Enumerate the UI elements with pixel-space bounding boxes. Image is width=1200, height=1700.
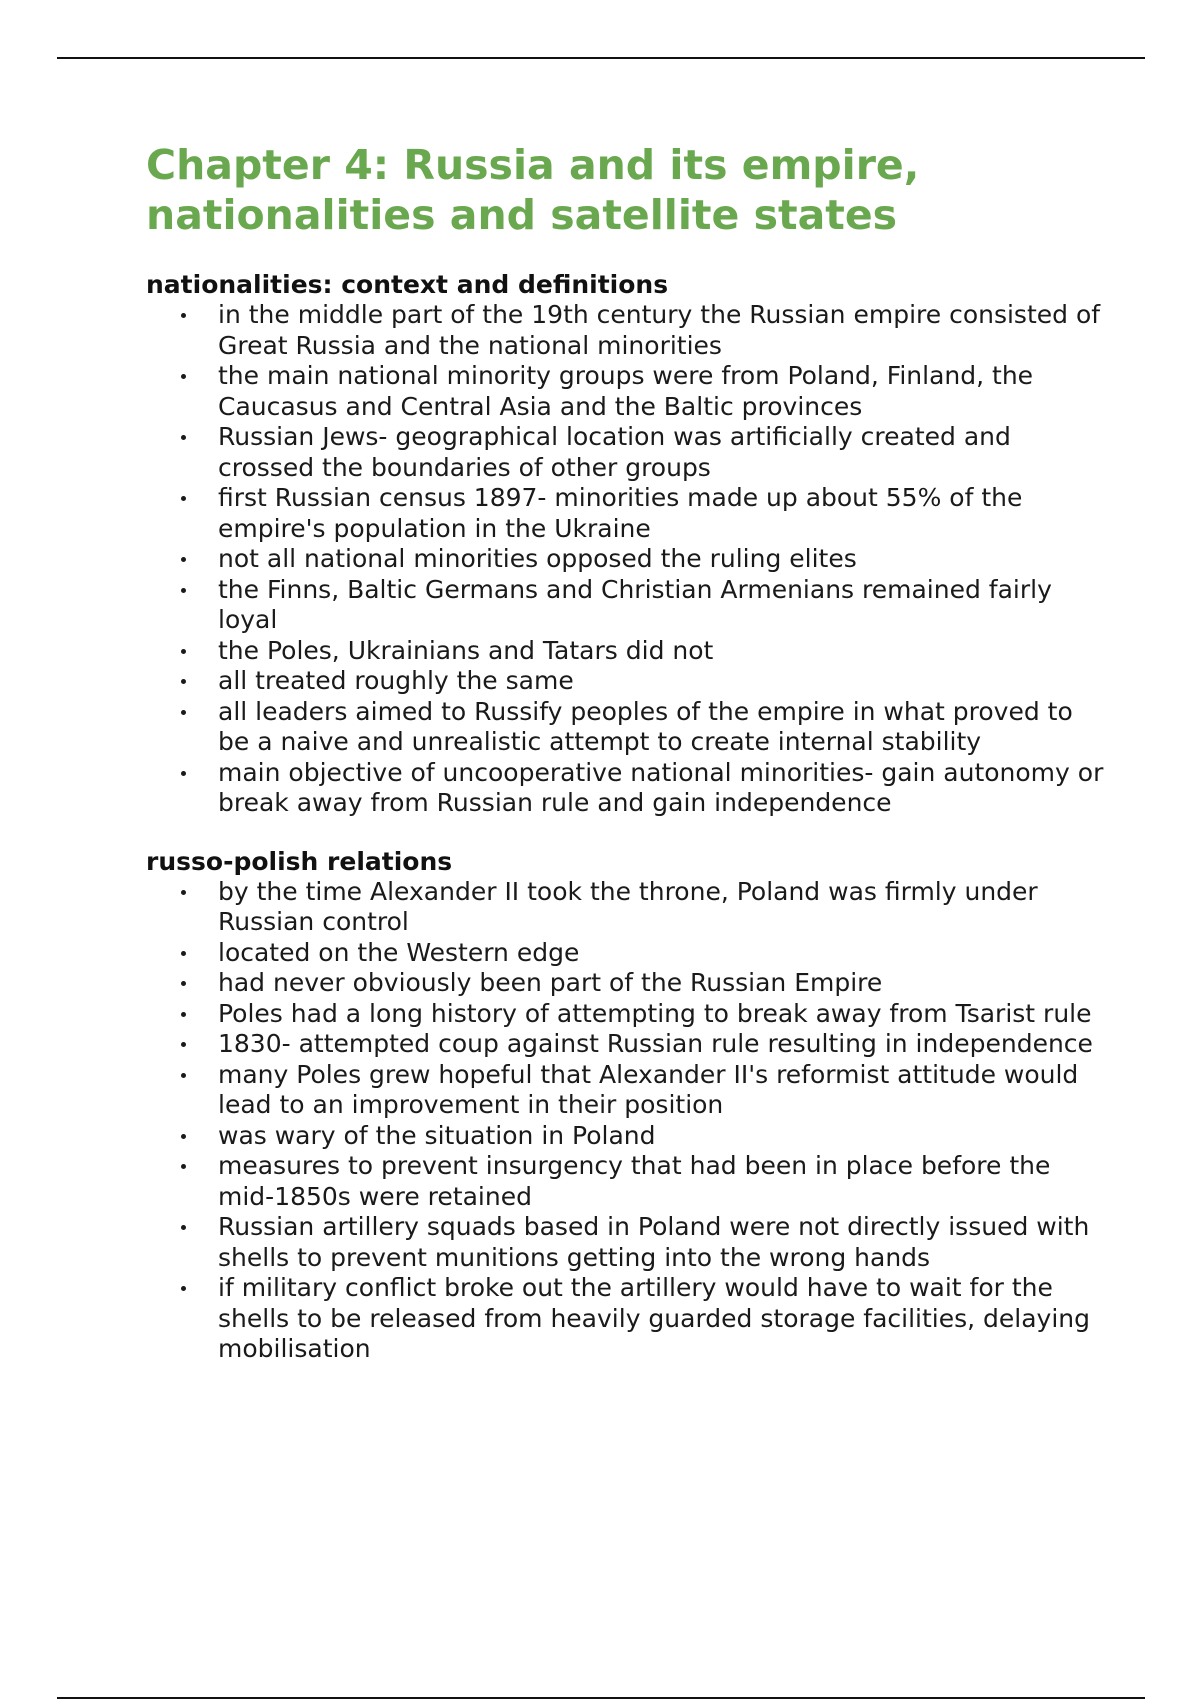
bullet-list xyxy=(146,300,1106,819)
bullet-icon xyxy=(181,771,186,776)
list-item xyxy=(146,758,1106,819)
section-nationalities xyxy=(146,270,1106,819)
list-item xyxy=(146,483,1106,544)
list-item xyxy=(146,938,1106,969)
list-item xyxy=(146,1029,1106,1060)
list-item-text: main objective of uncooperative national minorities- gain autonomy or break away from Russian rule and gain independence xyxy=(218,757,1104,817)
chapter-title: Chapter 4: Russia and its empire, nationalities and satellite states xyxy=(146,141,920,239)
bullet-list xyxy=(146,877,1106,1365)
bullet-icon xyxy=(181,374,186,379)
bullet-icon xyxy=(181,313,186,318)
list-item-text: all leaders aimed to Russify peoples of the empire in what proved to be a naive and unrealistic attempt to create internal stability xyxy=(218,696,1073,756)
list-item-text: if military conflict broke out the artillery would have to wait for the shells to be released from heavily guarded storage facilities, delaying mobilisation xyxy=(218,1273,1091,1363)
list-item-text: many Poles grew hopeful that Alexander II's reformist attitude would lead to an improvement in their position xyxy=(218,1059,1079,1119)
list-item-text: not all national minorities opposed the ruling elites xyxy=(218,544,857,573)
bullet-icon xyxy=(181,1225,186,1230)
bullet-icon xyxy=(181,679,186,684)
bullet-icon xyxy=(181,710,186,715)
list-item-text: in the middle part of the 19th century the Russian empire consisted of Great Russia and the national minorities xyxy=(218,300,1101,360)
list-item xyxy=(146,1151,1106,1212)
page-content xyxy=(146,140,1106,1365)
bullet-icon xyxy=(181,557,186,562)
bullet-icon xyxy=(181,1134,186,1139)
list-item xyxy=(146,877,1106,938)
list-item-text: measures to prevent insurgency that had been in place before the mid-1850s were retained xyxy=(218,1151,1051,1211)
bullet-icon xyxy=(181,588,186,593)
bullet-icon xyxy=(181,951,186,956)
list-item-text: was wary of the situation in Poland xyxy=(218,1120,656,1150)
list-item xyxy=(146,300,1106,361)
bullet-icon xyxy=(181,1164,186,1169)
list-item xyxy=(146,999,1106,1030)
list-item-text: by the time Alexander II took the throne, Poland was firmly under Russian control xyxy=(218,876,1038,936)
list-item-text: the Finns, Baltic Germans and Christian Armenians remained fairly loyal xyxy=(218,574,1052,634)
section-russo-polish xyxy=(146,847,1106,1365)
section-heading: nationalities: context and definitions xyxy=(146,270,669,299)
list-item xyxy=(146,1121,1106,1152)
list-item-text: first Russian census 1897- minorities made up about 55% of the empire's population in the Ukraine xyxy=(218,483,1023,543)
bullet-icon xyxy=(181,1286,186,1291)
section-heading: russo-polish relations xyxy=(146,846,453,876)
bullet-icon xyxy=(181,1012,186,1017)
list-item-text: the main national minority groups were from Poland, Finland, the Caucasus and Central Asia and the Baltic provinces xyxy=(218,361,1034,421)
bullet-icon xyxy=(181,649,186,654)
bullet-icon xyxy=(181,1042,186,1047)
bullet-icon xyxy=(181,890,186,895)
bullet-icon xyxy=(181,981,186,986)
list-item-text: Poles had a long history of attempting to break away from Tsarist rule xyxy=(218,998,1092,1028)
list-item xyxy=(146,1212,1106,1273)
list-item-text: had never obviously been part of the Russian Empire xyxy=(218,968,883,997)
top-rule xyxy=(57,57,1145,59)
list-item xyxy=(146,968,1106,999)
bottom-rule xyxy=(57,1697,1145,1699)
bullet-icon xyxy=(181,435,186,440)
list-item xyxy=(146,422,1106,483)
list-item xyxy=(146,1273,1106,1365)
list-item-text: the Poles, Ukrainians and Tatars did not xyxy=(218,635,714,665)
list-item xyxy=(146,697,1106,758)
list-item xyxy=(146,636,1106,667)
list-item-text: 1830- attempted coup against Russian rule resulting in independence xyxy=(218,1029,1093,1058)
list-item-text: all treated roughly the same xyxy=(218,666,574,695)
list-item-text: Russian artillery squads based in Poland were not directly issued with shells to prevent munitions getting into the wrong hands xyxy=(218,1212,1090,1272)
list-item xyxy=(146,544,1106,575)
bullet-icon xyxy=(181,496,186,501)
list-item xyxy=(146,1060,1106,1121)
list-item xyxy=(146,666,1106,697)
list-item-text: located on the Western edge xyxy=(218,937,580,967)
list-item xyxy=(146,575,1106,636)
bullet-icon xyxy=(181,1073,186,1078)
list-item-text: Russian Jews- geographical location was artificially created and crossed the boundaries of other groups xyxy=(218,422,1011,482)
list-item xyxy=(146,361,1106,422)
